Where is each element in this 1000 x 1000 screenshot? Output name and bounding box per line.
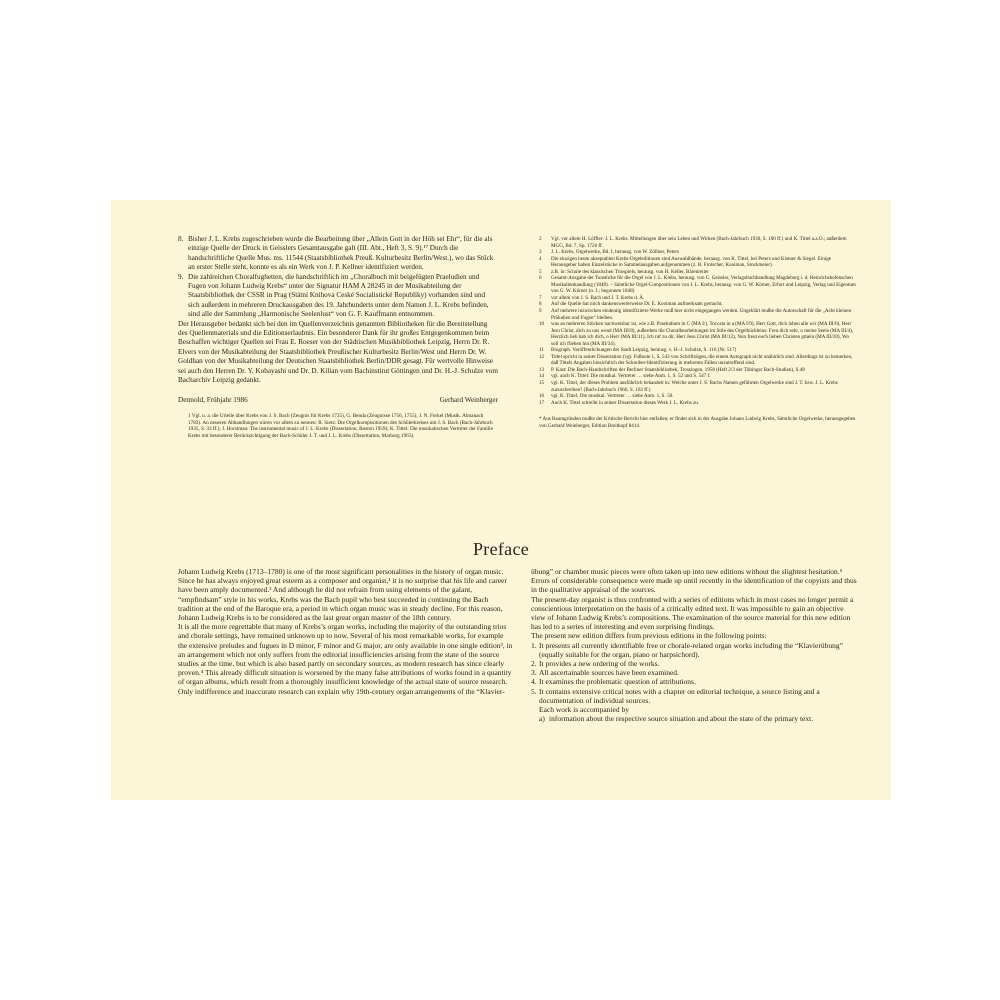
place-date: Detmold, Frühjahr 1986 xyxy=(178,395,248,404)
preface-left-column xyxy=(178,567,514,696)
point-text: It contains extensive critical notes with a chapter on editorial technique, a source listing and a documentation of individual sources. xyxy=(539,686,820,705)
german-note-9 xyxy=(178,273,498,320)
footnote-text: vgl. K. Tittel: Die musikal. Vertreter … siehe Anm. 1, S. 50. xyxy=(551,393,674,400)
sub-point xyxy=(531,714,859,723)
german-note-8 xyxy=(178,235,498,273)
point-text: It presents all currently identifiable free or chorale-related organ works including the “Klavierübung” (equally suitable for the organ, piano or harpsichord). xyxy=(539,640,843,659)
preface-paragraph: The present new edition differs from previous editions in the following points: xyxy=(531,631,767,641)
footnote-text: Tittel spricht in seiner Dissertation (vgl. Fußnote 1, S. 543 von Schriftzügen, die einem Autograph nicht unähnlich sind. Allerdings ist zu bemerken, daß Tittels Angaben hinsichtlich der Schreiber-Identifizierung in mehreren Fällen unzutreffend sind. xyxy=(551,353,853,367)
editor-name: Gerhard Weinberger xyxy=(439,395,498,404)
preface-right-column xyxy=(531,567,859,723)
note-number: 8. xyxy=(178,235,184,243)
german-notes-column xyxy=(178,235,498,439)
footnote-text: Biograph. Veröffentlichungen der Stadt Leipzig, herausg. v. H.-J. Schulze, S. 116 (Nr. 517) xyxy=(551,347,737,354)
footnotes-column xyxy=(539,236,857,429)
point-number: 2. xyxy=(531,659,537,669)
footnote-number: 11 xyxy=(539,347,544,354)
note-text: Die zahlreichen Choralfughetten, die handschriftlich im „Choralbuch mit beigefügten Praeludien und Fugen von Johann Ludwig Krebs“ unter der Signatur HAM A 28245 in der Musikabteilung der Staatsbibliothek der CSSR in Prag (Státní Knihova Ceské Socialistické Republiky) vorhanden sind und sich außerdem in mehreren Druckausgaben des 19. Jahrhunderts unter dem Namen J. L. Krebs befinden, sind alle der Sammlung „Harmonische Seelenlust“ von G. F. Kauffmann entnommen. xyxy=(188,272,489,319)
point-number: 5. xyxy=(531,686,537,696)
preface-paragraph: The present-day organist is thus confronted with a series of editions which in most cases no longer permit a conscientious interpretation on the basis of a critically edited text. It was impossible to gain an objective view of Johann Ludwig Krebs’s compositions. The examination of the source material for this new edition has led to a series of interesting and even surprising findings. xyxy=(531,594,854,632)
preface-paragraph: Johann Ludwig Krebs (1713–1780) is one of the most significant personalities in the history of organ music. Since he has always enjoyed great esteem as a composer and organist,¹ it is no surprise that his life and career have been amply documented.² And although he did not refrain from using elements of the galant, “empfindsam” style in his works, Krebs was the Bach pupil who best succeeded in continuing the Bach tradition at the end of the Baroque era, a period in which organ music was in steady decline. For this reason, Johann Ludwig Krebs is to be considered as the last great organ master of the 18th century. xyxy=(178,567,507,623)
footnote-item xyxy=(539,354,857,367)
preface-point xyxy=(531,641,859,659)
footnote-number: 2 xyxy=(539,236,542,242)
footnote-text: Vgl. vor allem H. Löffler: J. L. Krebs. Mitteilungen über sein Leben und Wirken (Bach-Jahrbuch 1930, S. 100 ff.) und K. Tittel a.a.O.; außerdem MGG, Bd. 7, Sp. 1726 ff. xyxy=(551,236,847,249)
footnote-text: Die einzigen heute akzeptablen Krebs-Orgeleditionen sind Auswahlbände, herausg. von K. Tittel, bei Peters und Kistner & Siegel. Einige Herausgeber haben Einzelstücke in Sammelausgaben aufgenommen (z. B. Frotscher, Kooiman, Stockmeier). xyxy=(551,255,831,269)
preface-point xyxy=(531,668,859,677)
footnote-number: 9 xyxy=(539,308,542,315)
footnote-number: 17 xyxy=(539,399,545,406)
footnote-item xyxy=(539,308,857,321)
point-number: 4. xyxy=(531,677,537,687)
footnote-item xyxy=(539,256,857,269)
footnote-item xyxy=(539,380,857,393)
footnote-item xyxy=(539,275,857,295)
note-number: 9. xyxy=(178,272,184,281)
footnote-text: was an mehreren Stücken nachweisbar ist, wie z.B. Praeludium in C (MA I/), Toccata in a (MA I/9), Herr Gott, dich loben alle wir (MA III/6), Herr Jesu Christ, dich zu uns wend (MA III/8), außerdem die Choralbearbeitungen im Stile des Orgelbüchleins: Freu dich sehr, o meine Seele (MA III/4), Herzlich lieb hab ich dich, o Herr (MA III/11), Ich ruf zu dir, Herr Jesu Christ (MA III/12), Nun freut euch lieben Christen gmein (MA III/20), Wo soll ich fliehen hin (MA III/34). xyxy=(551,321,854,347)
footnote-number: 3 xyxy=(539,249,542,256)
footnote-item xyxy=(539,400,857,407)
preface-point xyxy=(531,687,859,705)
sub-point-label: a) xyxy=(539,714,545,724)
footnote-1: 1 Vgl. u. a. die Urteile über Krebs von J. S. Bach (Zeugnis für Krebs 1735), G. Benda (Zeugnisse 1756, 1755), J. N. Forkel (Musik. Almanach 1783). An neueren Abhandlungen wären vor allem zu nennen: R. Sietz: Die Orgelkompositionen des Schülerkreises um J. S. Bach (Bach-Jahrbuch 1935, S. 33 ff.); J. Horstman: The instrumental music of J. L. Krebs (Dissertation, Boston 1959); K. Tittel: Die musikalischen Vertreter der Familie Krebs mit besonderer Berücksichtigung der Bach-Schüler J. T. und J. L. Krebs (Dissertation, Marburg 1963). xyxy=(188,412,493,439)
preface-title: Preface xyxy=(472,539,530,559)
point-number: 1. xyxy=(531,640,537,650)
preface-paragraph: übung” or chamber music pieces were often taken up into new editions without the slightest hesitation.⁵ Errors of considerable consequence were made up until recently in the identification of the copyists and thus in the qualitative appraisal of the sources. xyxy=(531,567,857,595)
preface-point xyxy=(531,659,859,668)
sub-point-text: information about the respective source situation and about the state of the primary text. xyxy=(549,714,814,724)
footnote-text: vgl. K. Tittel, der dieses Problem ausführlich behandelt in: Welche unter J. S. Bachs Namen geführten Orgelwerke sind J. T. bzw. J. L. Krebs zuzuschreiben? (Bach-Jahrbuch 1966, S. 102 ff.) xyxy=(551,380,838,393)
document-page xyxy=(111,200,891,800)
footnote-text: Auf mehrere inzwischen eindeutig identifizierte Werke muß hier nicht eingegangen werden. Ungeklärt mußte die Autorschaft für die „Acht kleinen Präludien und Fugen“ bleiben. xyxy=(551,308,852,321)
preface-point xyxy=(531,677,859,686)
footnote-number: 16 xyxy=(539,393,545,400)
footnote-text: Auf die Quelle hat mich dankenswerterweise Dr. E. Kooiman aufmerksam gemacht. xyxy=(551,301,723,308)
footnote-number: 10 xyxy=(539,321,545,328)
footnote-list xyxy=(539,236,857,406)
point-text: All ascertainable sources have been examined. xyxy=(539,668,679,678)
preface-paragraph: It is all the more regrettable that many of Krebs’s organ works, including the majority of the outstanding trios and chorale settings, have remained unknown up to now. Several of his most remarkable works, for example the extensive preludes and fugues in D minor, F minor and G major, are only available in one single edition³, in an arrangement which not only suffers from the editorial insufficiencies arising from the state of the source studies at the time, but which is also based partly on secondary sources, as modern research has since clearly proven.⁴ This already difficult situation is worsened by the many false attributions of works found in a quantity of organ albums, which result from a thoroughly insufficient knowledge of the actual state of source research. Only indifference and inaccurate research can explain why 19th-century organ arrangements of the “Klavier- xyxy=(178,622,513,696)
asterisk-note: * Aus Raumgründen mußte der Kritische Bericht hier entfallen; er findet sich in der Ausgabe Johann Ludwig Krebs, Sämtliche Orgelwerke, herausgegeben von Gerhard Weinberger, Edition Breitkopf 8414. xyxy=(539,416,856,429)
point-text: It provides a new ordering of the works. xyxy=(539,659,660,669)
footnote-item xyxy=(539,236,857,249)
footnote-number: 15 xyxy=(539,380,545,387)
footnote-number: 14 xyxy=(539,373,545,380)
footnote-number: 6 xyxy=(539,275,542,282)
footnote-number: 12 xyxy=(539,353,545,360)
footnote-number: 13 xyxy=(539,366,545,373)
footnote-number: 7 xyxy=(539,294,542,301)
footnote-number: 5 xyxy=(539,268,542,275)
each-work-line: Each work is accompanied by xyxy=(539,705,629,715)
acknowledgements-paragraph: Der Herausgeber bedankt sich bei den im Quellenverzeichnis genannten Bibliotheken für die Bereitstellung des Quellenmaterials und die Editionserlaubnis. Ein besonderer Dank für ihr großes Entgegenkommen beim Beschaffen wichtiger Quellen sei Frau E. Roeser von der Städtischen Musikbibliothek Leipzig, Herrn Dr. R. Elvers von der Musikabteilung der Staatsbibliothek Preußischer Kulturbesitz Berlin/West und Herrn Dr. W. Goldhan von der Musikabteilung der Deutschen Staatsbibliothek Berlin/DDR gesagt. Für wertvolle Hinweise sei auch den Herren Dr. Y. Kobayashi und Dr. D. Kilian vom Bachinstitut Göttingen und Dr. H.-J. Schulze vom Bacharchiv Leipzig gedankt. xyxy=(178,319,498,385)
footnote-item xyxy=(539,321,857,347)
footnote-text: P. Kast: Die Bach-Handschriften der Berliner Staatsbibliothek, Trossingen, 1958 (Heft 2/3 der Tübinger Bach-Studien), S.48 xyxy=(551,366,805,373)
footnote-number: 8 xyxy=(539,301,542,308)
note-text: Bisher J. L. Krebs zugeschrieben wurde die Bearbeitung über „Allein Gott in der Höh sei Ehr“, für die als einzige Quelle der Druck in Geisslers Gesamtausgabe galt (III. Abt., Heft 3, S. 9).¹⁷ Durch die handschriftliche Quelle Mus. ms. 11544 (Staatsbibliothek Preuß. Kulturbesitz Berlin/West.), wo das Stück an erster Stelle steht, konnte es als ein Werk von J. P. Kellner identifiziert werden. xyxy=(188,235,494,272)
preface-point-list xyxy=(531,641,859,705)
footnote-number: 4 xyxy=(539,255,542,262)
footnote-text: Gesamt-Ausgabe der Tonstücke für die Orgel von J. L. Krebs, herausg. von C. Geissler, Verlagsbuchhandlung Magdeburg i. d. Heinrichshofenschen Musikalienhandlung (1848). – Sämtliche Orgel-Compositionen von J. L. Krebs, herausg. von G. W. Körner, Erfurt und Leipzig, Verlag und Eigentum von G. W. Körner (o. J.; begonnen 1848) xyxy=(551,275,856,295)
footnote-text: z.B. in: Schule des klassischen Triospiels, herausg. von H. Keller, Bärenreiter xyxy=(551,268,709,275)
point-text: It examines the problematic question of attributions. xyxy=(539,677,696,687)
footnote-text: J. L. Krebs, Orgelwerke, Bd. I, herausg. von W. Zöllner, Peters xyxy=(551,249,680,256)
point-number: 3. xyxy=(531,668,537,678)
signature-line xyxy=(178,396,498,405)
footnote-text: Auch K. Tittel schreibt in seiner Dissertation dieses Werk J. L. Krebs zu. xyxy=(551,399,700,406)
footnote-text: vgl. auch K. Tittel: Die musikal. Vertreter … siehe Anm. 1, S. 52 und S. 547 f. xyxy=(551,373,711,380)
footnote-text: vor allem von J. S. Bach und J. T. Krebs d. Ä. xyxy=(551,294,645,301)
